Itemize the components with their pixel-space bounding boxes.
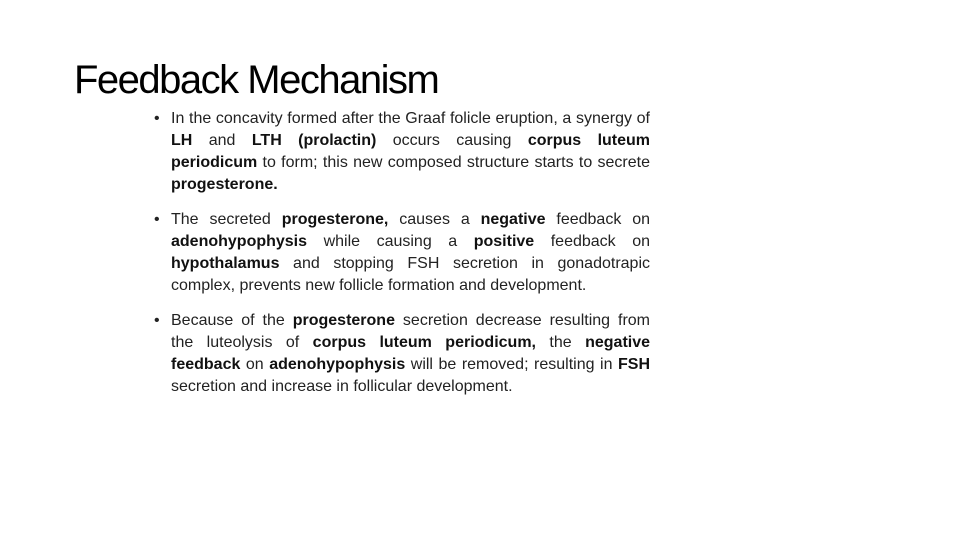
bullet-text <box>171 110 650 193</box>
bold-term: hypothalamus <box>171 255 280 272</box>
text-run: feedback on <box>534 233 651 250</box>
bold-term: corpus luteum periodicum <box>171 132 651 171</box>
text-run: Because of the <box>171 312 293 329</box>
bullet-marker: • <box>154 312 160 329</box>
bold-term: LH <box>171 132 193 149</box>
bullet-list <box>154 108 650 411</box>
bold-term: negative <box>480 211 546 228</box>
text-run: The secreted <box>171 211 282 228</box>
bold-term: negative feedback <box>171 334 651 373</box>
bold-term: progesterone, <box>281 211 389 228</box>
bold-term: progesterone. <box>171 176 278 193</box>
text-run: and <box>192 132 252 149</box>
bold-term: adenohypophysis <box>171 233 308 250</box>
text-run: while causing a <box>307 233 474 250</box>
text-run: occurs causing <box>376 132 528 149</box>
bold-term: adenohypophysis <box>269 356 406 373</box>
text-run: to form; this new composed structure starts to secrete <box>257 154 650 171</box>
text-run: will be removed; resulting in <box>405 356 619 373</box>
slide-title: Feedback Mechanism <box>74 58 439 102</box>
bold-term: progesterone <box>292 312 395 329</box>
bullet-text <box>171 211 650 294</box>
bullet-item <box>154 108 650 196</box>
text-run: secretion decrease resulting from the luteolysis of <box>171 312 651 351</box>
bold-term: LTH (prolactin) <box>251 132 377 149</box>
bullet-item <box>154 209 650 297</box>
bullet-item <box>154 310 650 398</box>
text-run: In the concavity formed after the Graaf folicle eruption, a synergy of <box>171 110 650 127</box>
text-run: on <box>240 356 270 373</box>
text-run: feedback on <box>545 211 650 228</box>
bullet-marker: • <box>154 110 160 127</box>
text-run: the <box>536 334 586 351</box>
bullet-marker: • <box>154 211 160 228</box>
bullet-text <box>171 312 650 395</box>
bold-term: FSH <box>618 356 651 373</box>
bold-term: positive <box>473 233 535 250</box>
text-run: secretion and increase in follicular development. <box>171 378 513 395</box>
text-run: and stopping FSH secretion in gonadotrapic complex, prevents new follicle formation and development. <box>171 255 650 294</box>
bold-term: corpus luteum periodicum, <box>312 334 536 351</box>
text-run: causes a <box>388 211 481 228</box>
